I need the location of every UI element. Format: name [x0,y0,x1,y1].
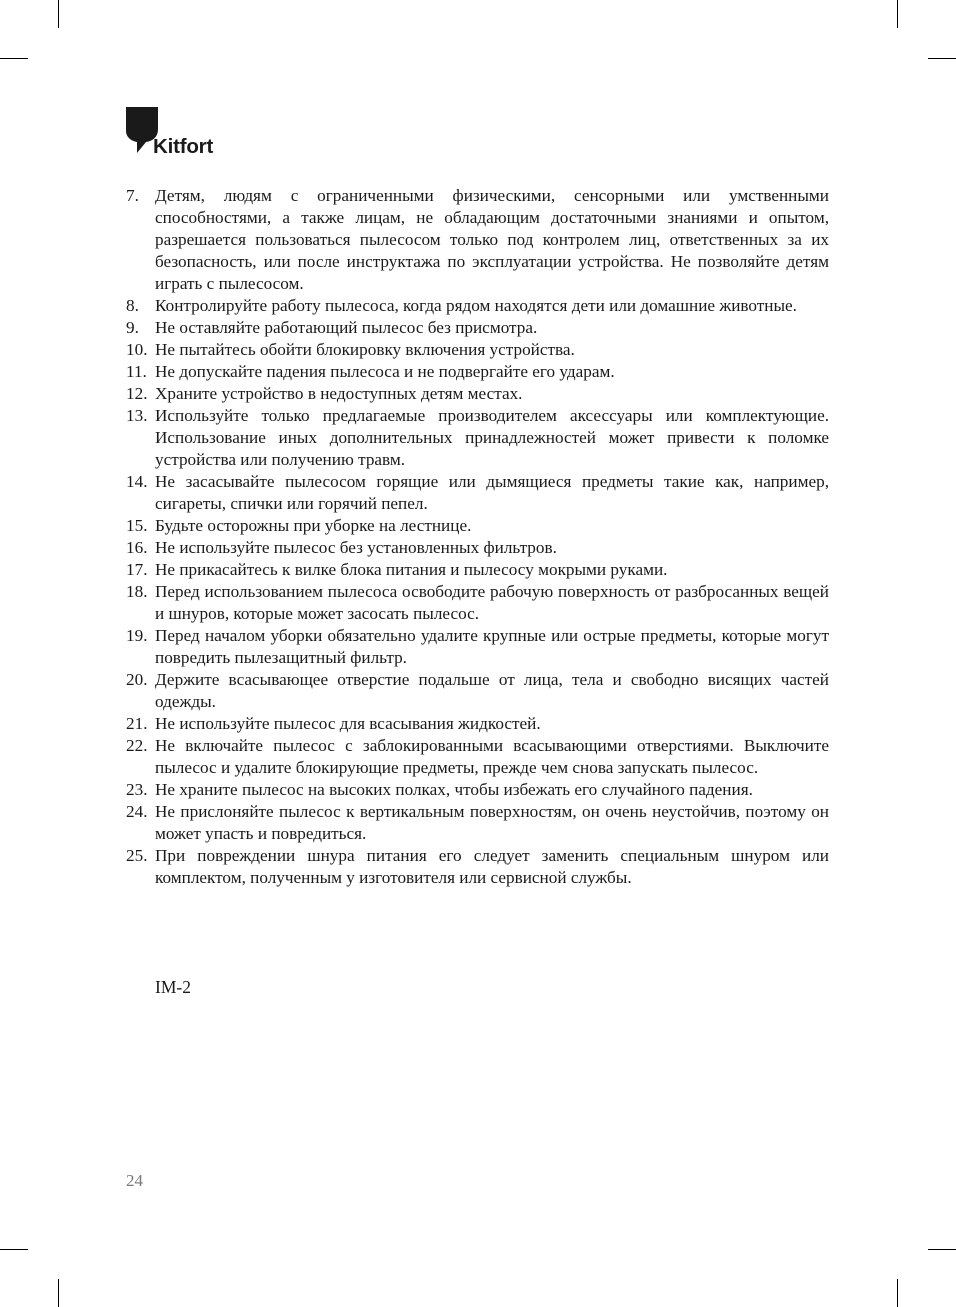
list-item-number: 23. [126,780,148,799]
list-item-text: Не пытайтесь обойти блокировку включения устройства. [155,340,575,359]
crop-mark [0,1249,28,1250]
list-item [126,669,829,713]
crop-mark [58,1279,59,1307]
list-item-text: Контролируйте работу пылесоса, когда рядом находятся дети или домашние животные. [155,296,797,315]
model-code: IM-2 [155,977,191,997]
list-item-number: 7. [126,186,139,205]
list-item-number: 18. [126,582,148,601]
list-item-text: При повреждении шнура питания его следует заменить специальным шнуром или комплектом, полученным у изготовителя или сервисной службы. [155,846,829,887]
list-item [126,471,829,515]
list-item-number: 24. [126,802,148,821]
list-item-text: Держите всасывающее отверстие подальше от лица, тела и свободно висящих частей одежды. [155,670,829,711]
list-item-text: Перед началом уборки обязательно удалите крупные или острые предметы, которые могут повредить пылезащитный фильтр. [155,626,829,667]
list-item-text: Не храните пылесос на высоких полках, чтобы избежать его случайного падения. [155,780,753,799]
list-item-text: Не используйте пылесос для всасывания жидкостей. [155,714,541,733]
list-item [126,735,829,779]
list-item [126,625,829,669]
list-item-text: Не включайте пылесос с заблокированными всасывающими отверстиями. Выключите пылесос и удалите блокирующие предметы, прежде чем снова запускать пылесос. [155,736,829,777]
crop-mark [928,58,956,59]
list-item-text: Используйте только предлагаемые производителем аксессуары или комплектующие. Использование иных дополнительных принадлежностей может привести к поломке устройства или получению травм. [155,406,829,469]
list-item-text: Не допускайте падения пылесоса и не подвергайте его ударам. [155,362,615,381]
list-item-number: 25. [126,846,148,865]
list-item-text: Не засасывайте пылесосом горящие или дымящиеся предметы такие как, например, сигареты, спички или горячий пепел. [155,472,829,513]
list-item-number: 13. [126,406,148,425]
brand-logo [126,107,236,159]
list-item-number: 12. [126,384,148,403]
list-item-number: 20. [126,670,148,689]
list-item [126,317,829,339]
list-item-text: Детям, людям с ограниченными физическими, сенсорными или умственными способностями, а также лицам, не обладающим достаточными знаниями и опытом, разрешается пользоваться пылесосом только под контролем лиц, ответственных за их безопасность, или после инструктажа по эксплуатации устройства. Не позволяйте детям играть с пылесосом. [155,186,829,293]
list-item-text: Храните устройство в недоступных детям местах. [155,384,523,403]
list-item-number: 21. [126,714,148,733]
page-number: 24 [126,1171,143,1190]
list-item-number: 10. [126,340,148,359]
crop-mark [897,0,898,28]
list-item-number: 19. [126,626,148,645]
list-item [126,559,829,581]
list-item [126,361,829,383]
list-item-number: 11. [126,362,147,381]
safety-instructions-list [126,185,829,889]
list-item-number: 22. [126,736,148,755]
list-item [126,339,829,361]
list-item-text: Будьте осторожны при уборке на лестнице. [155,516,472,535]
list-item [126,515,829,537]
list-item-text: Не прислоняйте пылесос к вертикальным поверхностям, он очень неустойчив, поэтому он может упасть и повредиться. [155,802,829,843]
list-item [126,581,829,625]
list-item [126,801,829,845]
list-item [126,537,829,559]
list-item-text: Не прикасайтесь к вилке блока питания и пылесосу мокрыми руками. [155,560,668,579]
list-item [126,713,829,735]
list-item-number: 9. [126,318,139,337]
brand-name: Kitfort [153,135,214,158]
crop-mark [0,58,28,59]
list-item [126,295,829,317]
list-item [126,845,829,889]
list-item [126,779,829,801]
list-item [126,185,829,295]
list-item-number: 17. [126,560,148,579]
crop-mark [928,1249,956,1250]
list-item-number: 8. [126,296,139,315]
list-item [126,383,829,405]
list-item-text: Перед использованием пылесоса освободите рабочую поверхность от разбросанных вещей и шнуров, которые может засосать пылесос. [155,582,829,623]
list-item-number: 15. [126,516,148,535]
list-item-text: Не оставляйте работающий пылесос без присмотра. [155,318,538,337]
list-item-number: 14. [126,472,148,491]
list-item-number: 16. [126,538,148,557]
crop-mark [897,1279,898,1307]
list-item-text: Не используйте пылесос без установленных фильтров. [155,538,557,557]
crop-mark [58,0,59,28]
list-item [126,405,829,471]
